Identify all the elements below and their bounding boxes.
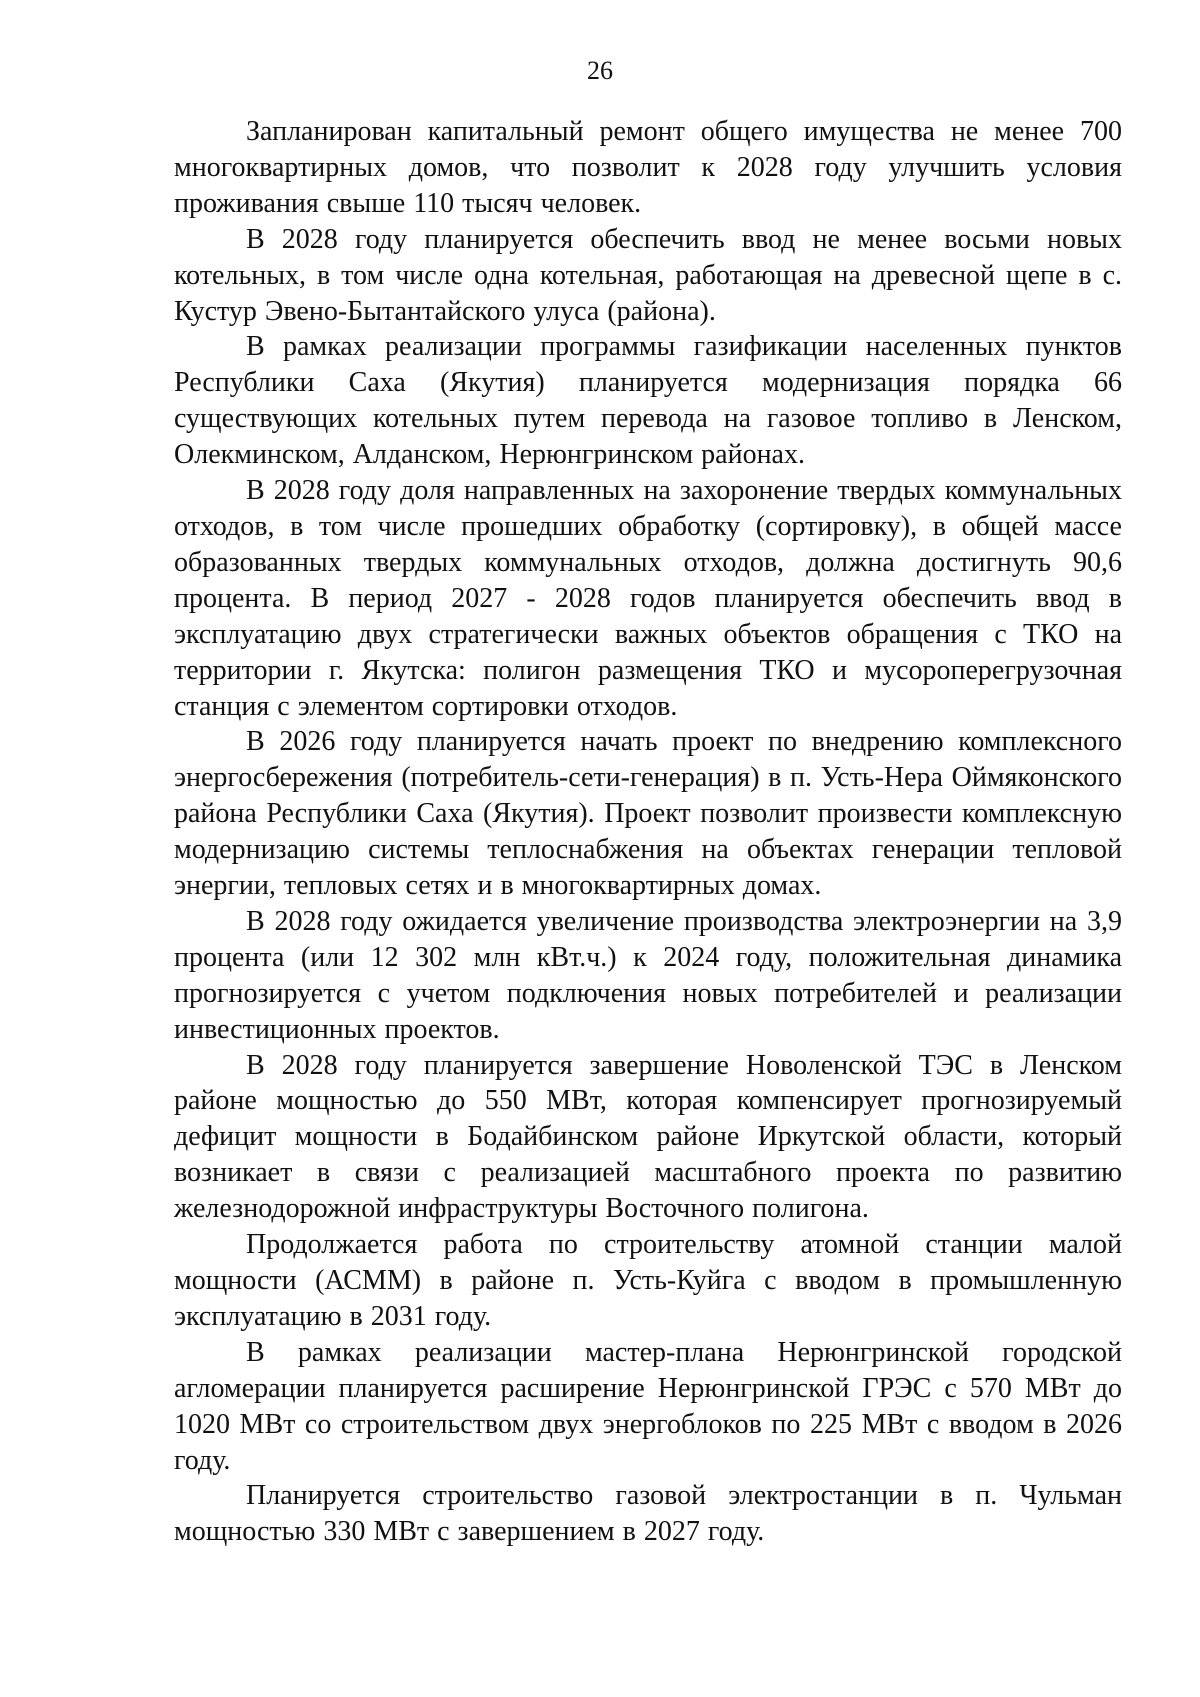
paragraph-housing-repair: Запланирован капитальный ремонт общего имущества не менее 700 многоквартирных домов, что позволит к 2028 году улучшить условия проживания свыше 110 тысяч человек. xyxy=(174,116,1122,219)
paragraph-electricity-production: В 2028 году ожидается увеличение производства электроэнергии на 3,9 процента (или 12 302 млн кВт.ч.) к 2024 году, положительная динамика прогнозируется с учетом подключения новых потребителей и реализации инвестиционных проектов. xyxy=(174,905,1122,1045)
paragraph-energy-saving-project: В 2026 году планируется начать проект по внедрению комплексного энергосбережения (потребитель-сети-генерация) в п. Усть-Нера Оймяконского района Республики Саха (Якутия). Проект позволит произвести комплексную модернизацию системы теплоснабжения на объектах генерации тепловой энергии, тепловых сетях и в многоквартирных домах. xyxy=(174,726,1122,902)
document-body xyxy=(174,114,1122,1550)
page-number: 26 xyxy=(587,56,613,85)
paragraph-waste-management: В 2028 году доля направленных на захоронение твердых коммунальных отходов, в том числе прошедших обработку (сортировку), в общей массе образованных твердых коммунальных отходов, должна достигнуть 90,6 процента. В период 2027 - 2028 годов планируется обеспечить ввод в эксплуатацию двух стратегически важных объектов обращения с ТКО на территории г. Якутска: полигон размещения ТКО и мусороперегрузочная станция с элементом сортировки отходов. xyxy=(174,475,1122,722)
paragraph-chulman-power-plant: Планируется строительство газовой электростанции в п. Чульман мощностью 330 МВт с завершением в 2027 году. xyxy=(174,1480,1122,1548)
paragraph-novolenskaya-tes: В 2028 году планируется завершение Новоленской ТЭС в Ленском районе мощностью до 550 МВт, которая компенсирует прогнозируемый дефицит мощности в Бодайбинском районе Иркутской области, который возникает в связи с реализацией масштабного проекта по развитию железнодорожной инфраструктуры Восточного полигона. xyxy=(174,1049,1122,1225)
paragraph-nuclear-station: Продолжается работа по строительству атомной станции малой мощности (АСММ) в районе п. Усть-Куйга с вводом в промышленную эксплуатацию в 2031 году. xyxy=(174,1229,1122,1332)
paragraph-new-boilers: В 2028 году планируется обеспечить ввод не менее восьми новых котельных, в том числе одна котельная, работающая на древесной щепе в с. Кустур Эвено-Бытантайского улуса (района). xyxy=(174,223,1122,327)
paragraph-gasification: В рамках реализации программы газификации населенных пунктов Республики Саха (Якутия) планируется модернизация порядка 66 существующих котельных путем перевода на газовое топливо в Ленском, Олекминском, Алданском, Нерюнгринском районах. xyxy=(174,331,1122,471)
paragraph-neryungri-gres: В рамках реализации мастер-плана Нерюнгринской городской агломерации планируется расширение Нерюнгринской ГРЭС с 570 МВт до 1020 МВт со строительством двух энергоблоков по 225 МВт с вводом в 2026 году. xyxy=(174,1336,1122,1476)
